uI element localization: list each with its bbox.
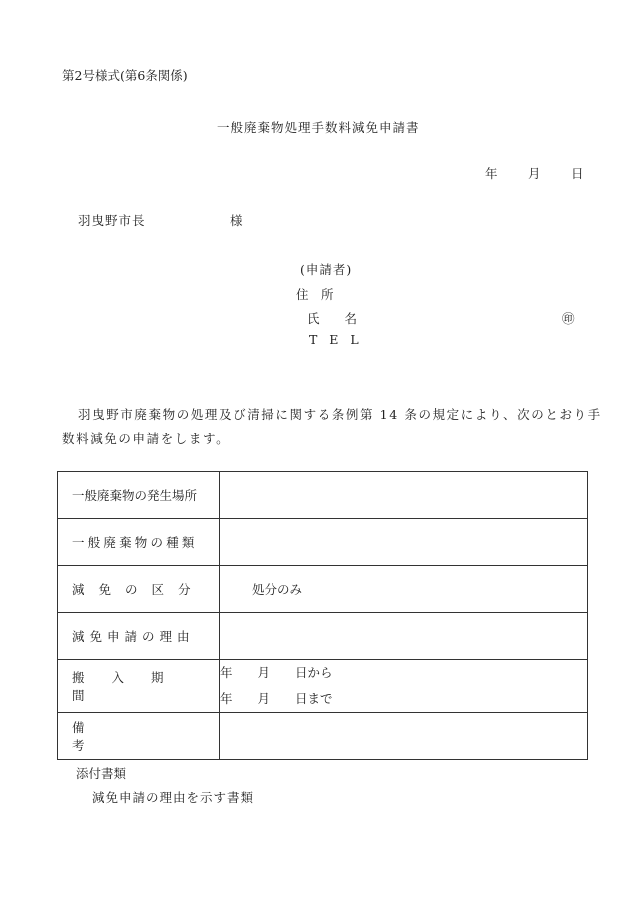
date-day-label: 日 — [571, 166, 584, 181]
row-label-waste-type: 一般廃棄物の種類 — [58, 519, 220, 566]
document-title: 一般廃棄物処理手数料減免申請書 — [217, 120, 420, 135]
body-text-line2: 数料減免の申請をします。 — [62, 431, 231, 446]
tel-label: T E L — [309, 332, 363, 347]
waste-type-field[interactable] — [220, 519, 588, 566]
delivery-period-field[interactable] — [220, 660, 588, 713]
table-row — [58, 519, 588, 566]
form-number: 第2号様式(第6条関係) — [62, 68, 188, 83]
seal-icon: ㊞ — [562, 311, 575, 326]
table-row — [58, 472, 588, 519]
row-label-location: 一般廃棄物の発生場所 — [58, 472, 220, 519]
application-table — [57, 471, 588, 760]
addressee-honorific: 様 — [230, 213, 243, 228]
addressee-name: 羽曳野市長 — [78, 213, 146, 228]
name-label: 氏 名 — [307, 311, 358, 326]
date-year-label: 年 — [485, 166, 498, 181]
location-field[interactable] — [220, 472, 588, 519]
row-label-reduction-category: 減免の区分 — [58, 566, 220, 613]
table-row — [58, 566, 588, 613]
row-label-delivery-period: 搬入期間 — [58, 660, 220, 713]
reduction-category-value[interactable]: 処分のみ — [220, 566, 588, 613]
date-month-label: 月 — [528, 166, 541, 181]
period-to: 年 月 日まで — [220, 691, 333, 706]
reason-field[interactable] — [220, 613, 588, 660]
table-row — [58, 713, 588, 760]
body-text-line1: 羽曳野市廃棄物の処理及び清掃に関する条例第 14 条の規定により、次のとおり手 — [78, 407, 602, 422]
attachment-item: 減免申請の理由を示す書類 — [92, 790, 255, 805]
row-label-reason: 減免申請の理由 — [58, 613, 220, 660]
row-label-remarks: 備考 — [58, 713, 220, 760]
table-row — [58, 660, 588, 713]
address-label: 住 所 — [296, 287, 334, 302]
table-row — [58, 613, 588, 660]
applicant-heading: (申請者) — [300, 262, 353, 277]
attachments-heading: 添付書類 — [76, 766, 127, 781]
remarks-field[interactable] — [220, 713, 588, 760]
period-from: 年 月 日から — [220, 665, 333, 680]
